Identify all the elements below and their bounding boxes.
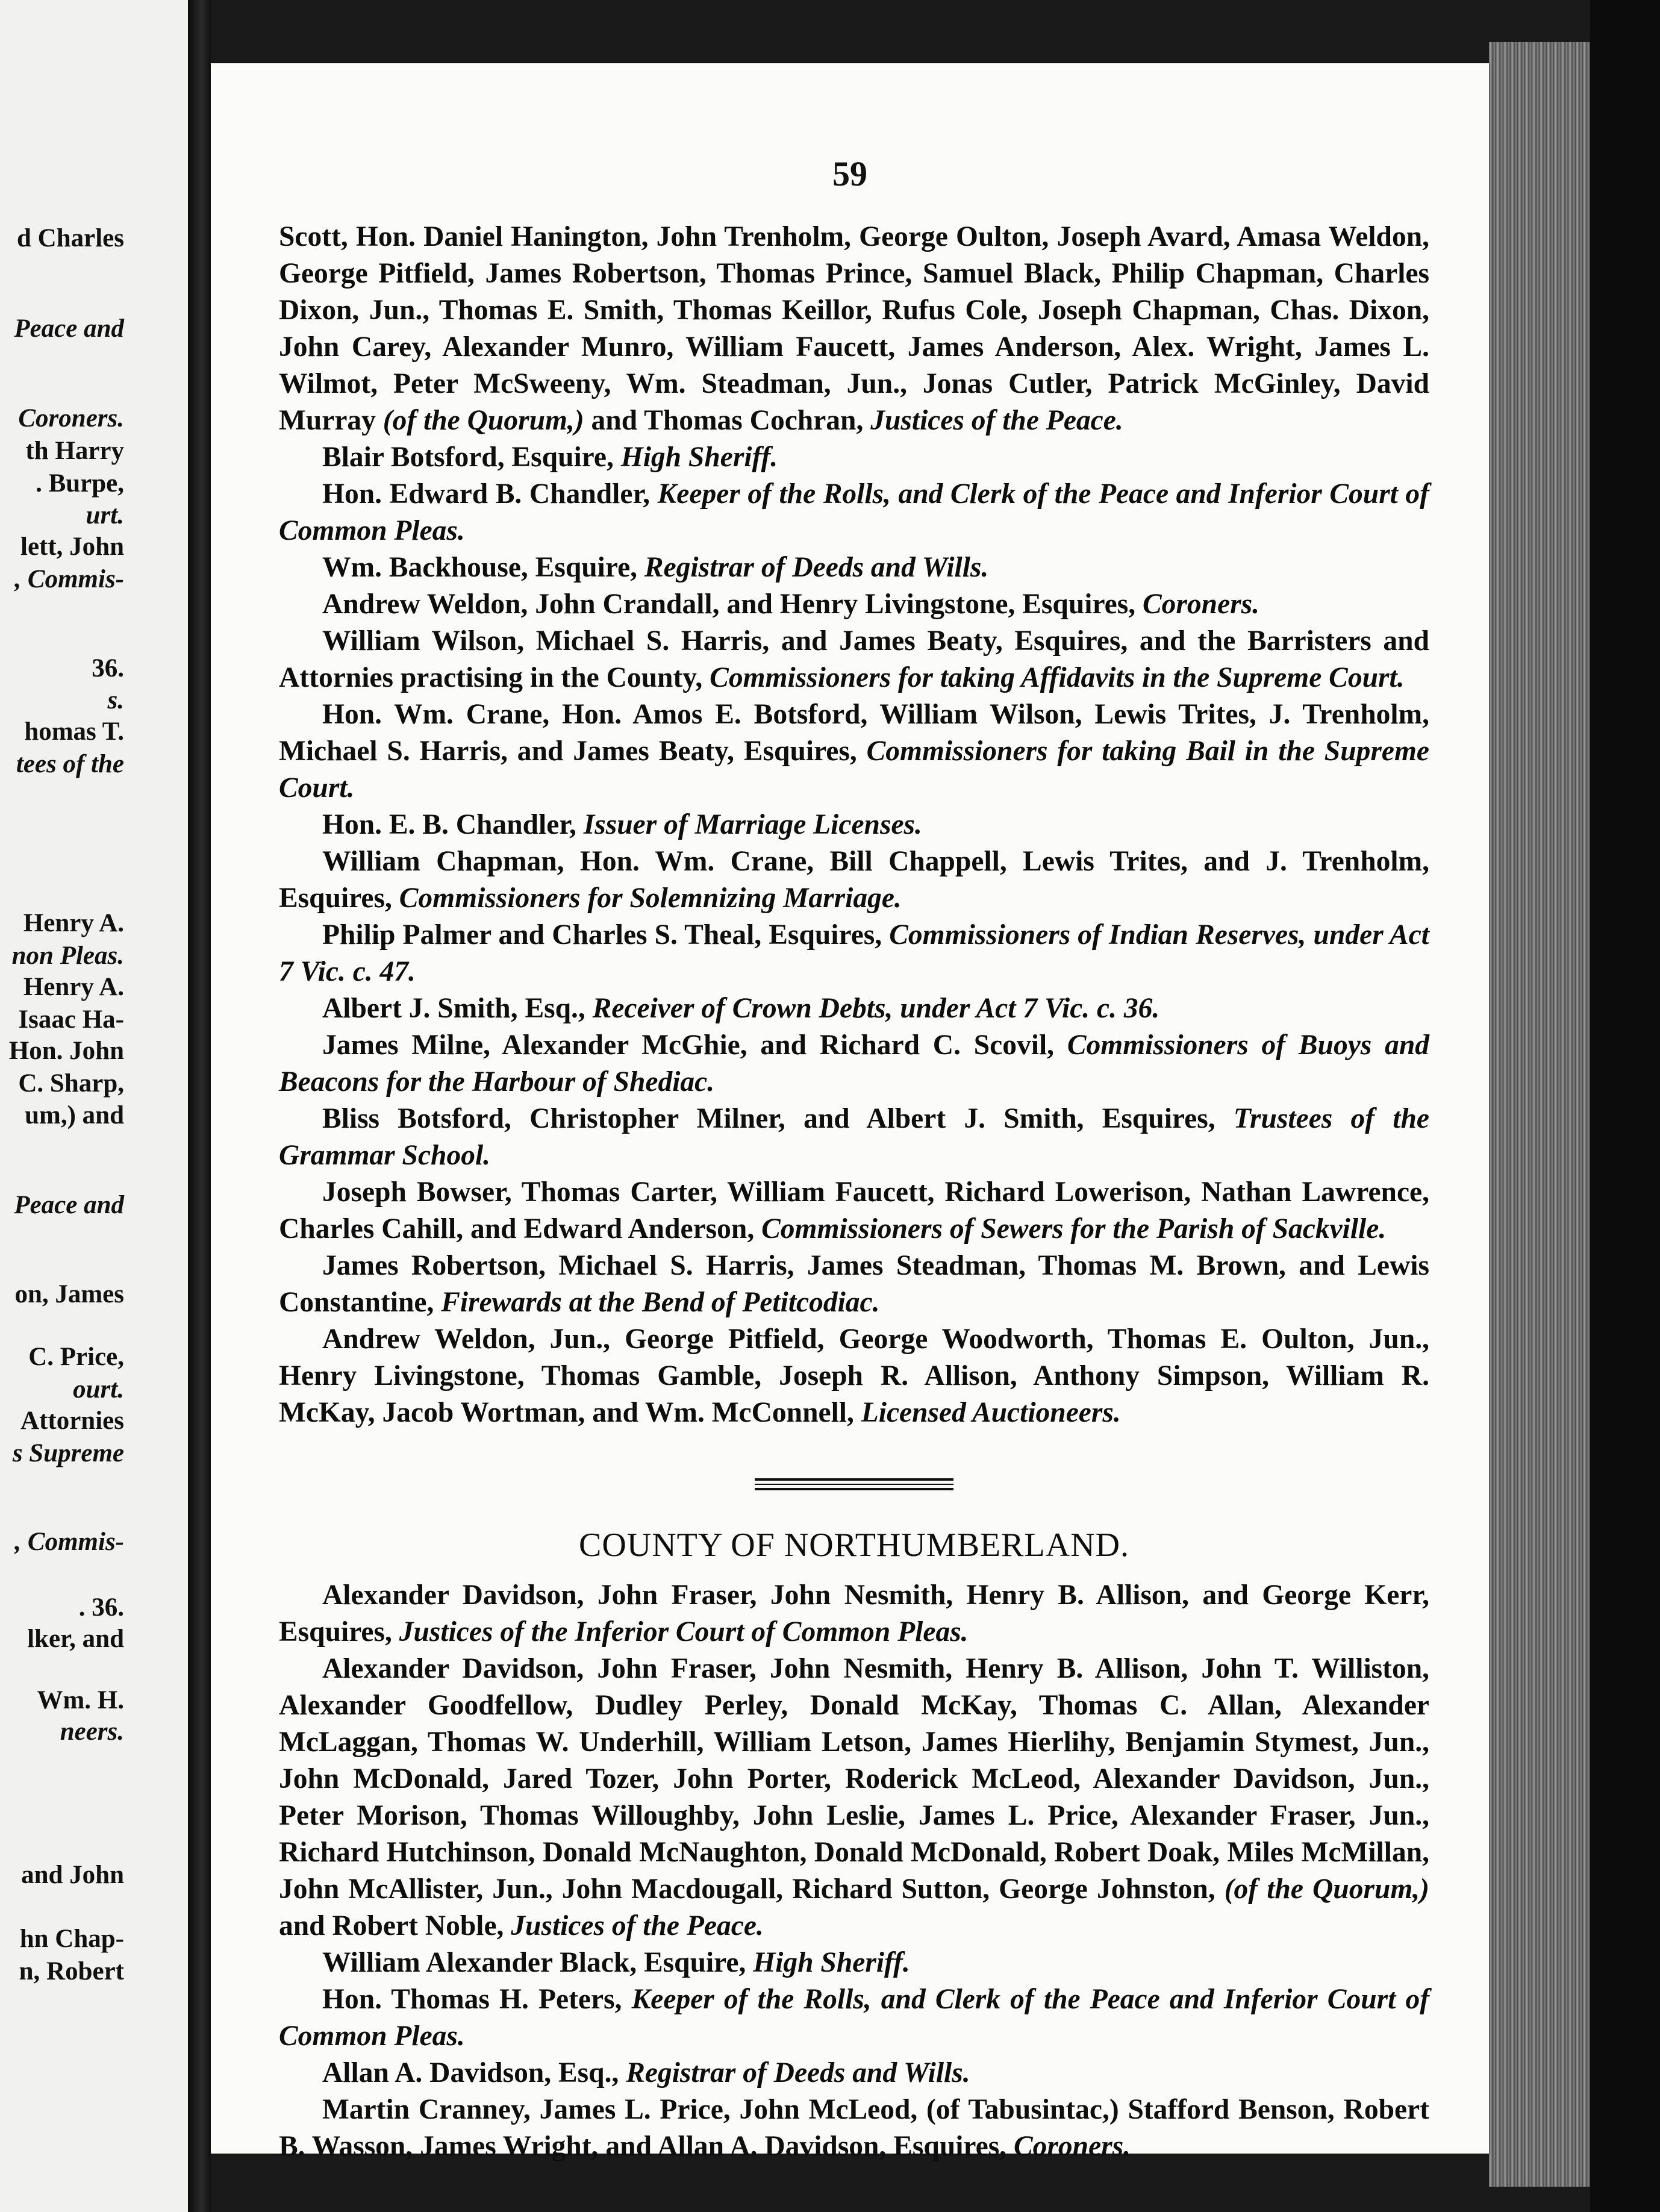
paragraph [279, 1174, 1429, 1248]
left-page-text-fragment: . 36. [78, 1593, 124, 1622]
text-run: William Chapman, Hon. Wm. Crane, Bill Chappell, Lewis Trites, and J. Trenholm, Esquires, [279, 846, 1429, 914]
paragraph [279, 696, 1429, 807]
left-page-text-fragment: homas T. [24, 717, 124, 746]
left-page-text-fragment: n, Robert [19, 1957, 124, 1985]
italic-run: Receiver of Crown Debts, under Act 7 Vic. c. 36. [592, 993, 1160, 1024]
italic-run: Commissioners for taking Affidavits in the Supreme Court. [710, 662, 1405, 693]
text-run: Hon. Edward B. Chandler, [322, 478, 658, 510]
paragraph [279, 2055, 1429, 2092]
left-page-text-fragment: C. Price, [28, 1343, 124, 1371]
left-page-text-fragment: Peace and [14, 1191, 124, 1219]
paragraph [279, 2092, 1429, 2165]
italic-run: Keeper of the Rolls, and Clerk of the Peace and Inferior Court of Common Pleas. [279, 1984, 1430, 2052]
left-page-text-fragment: ourt. [73, 1375, 124, 1404]
section-heading: COUNTY OF NORTHUMBERLAND. [578, 1526, 1130, 1564]
left-page-text-fragment: um,) and [25, 1101, 124, 1129]
paragraph [279, 843, 1429, 917]
left-page-text-fragment: , Commis- [14, 1528, 124, 1556]
left-page-text-fragment: Isaac Ha- [18, 1005, 124, 1034]
italic-run: Coroners. [1013, 2131, 1131, 2162]
paragraph [279, 1577, 1429, 1651]
paragraph [279, 1651, 1429, 1945]
left-page-text-fragment: C. Sharp, [18, 1069, 124, 1098]
book-gutter [188, 0, 211, 2212]
italic-run: Commissioners of Sewers for the Parish of Sackville. [761, 1213, 1387, 1245]
left-page-text-fragment: , Commis- [14, 565, 124, 593]
italic-run: Trustees of the Grammar School. [279, 1103, 1429, 1171]
left-page-text-fragment: Henry A. [23, 909, 124, 937]
left-page-text-fragment: Attornies [20, 1407, 124, 1435]
paragraph [279, 219, 1429, 439]
text-run: Philip Palmer and Charles S. Theal, Esquires, [322, 919, 890, 951]
left-page-text-fragment: s Supreme [12, 1439, 124, 1467]
italic-run: High Sheriff. [620, 442, 778, 473]
italic-run: High Sheriff. [753, 1947, 910, 1978]
book-page [211, 63, 1489, 2162]
text-run: James Milne, Alexander McGhie, and Richard C. Scovil, [322, 1029, 1067, 1061]
paragraph [279, 439, 1429, 476]
text-run: and Thomas Cochran, [584, 405, 871, 436]
italic-run: Commissioners for Solemnizing Marriage. [399, 883, 902, 914]
italic-run: Justices of the Peace. [511, 1910, 764, 1942]
left-page-text-fragment: d Charles [17, 224, 124, 252]
italic-run: Coroners. [1142, 589, 1259, 620]
italic-run: Justices of the Peace. [870, 405, 1123, 436]
italic-run: (of the Quorum,) [1224, 1873, 1430, 1905]
paragraph [279, 1248, 1429, 1321]
paragraph [279, 586, 1429, 623]
left-page-text-fragment: non Pleas. [11, 942, 124, 970]
italic-run: Justices of the Inferior Court of Common Pleas. [399, 1616, 969, 1648]
paragraph [279, 1101, 1429, 1174]
italic-run: Issuer of Marriage Licenses. [583, 809, 922, 840]
left-page-text-fragment: th Harry [25, 437, 124, 465]
italic-run: Commissioners of Indian Reserves, under Act 7 Vic. c. 47. [279, 919, 1429, 987]
italic-run: Commissioners for taking Bail in the Supreme Court. [279, 736, 1429, 804]
text-run: William Alexander Black, Esquire, [322, 1947, 754, 1978]
text-run: Andrew Weldon, Jun., George Pitfield, George Woodworth, Thomas E. Oulton, Jun., Henry Livingstone, Thomas Gamble, Joseph R. Allison, Anthony Simpson, William R. McKay, Jacob Wortman, and Wm. McConnell, [279, 1323, 1429, 1428]
text-run: James Robertson, Michael S. Harris, James Steadman, Thomas M. Brown, and Lewis Constantine, [279, 1250, 1429, 1318]
text-run: Joseph Bowser, Thomas Carter, William Faucett, Richard Lowerison, Nathan Lawrence, Charles Cahill, and Edward Anderson, [279, 1176, 1429, 1245]
paragraph [279, 917, 1429, 990]
page-number: 59 [832, 154, 867, 193]
left-page-text-fragment: Hon. John [8, 1037, 124, 1065]
text-run: Alexander Davidson, John Fraser, John Nesmith, Henry B. Allison, John T. Williston, Alexander Goodfellow, Dudley Perley, Donald McKay, Thomas C. Allan, Alexander McLaggan, Thomas W. Underhill, William Letson, James Hierlihy, Benjamin Stymest, Jun., John McDonald, Jared Tozer, John Porter, Roderick McLeod, Alexander Davidson, Jun., Peter Morison, Thomas Willoughby, John Leslie, James L. Price, Alexander Fraser, Jun., Richard Hutchinson, Donald McNaughton, Donald McDonald, Robert Doak, Miles McMillan, John McAllister, Jun., John Macdougall, Richard Sutton, George Johnston, [279, 1653, 1429, 1905]
text-run: William Wilson, Michael S. Harris, and James Beaty, Esquires, and the Barristers and Attornies practising in the County, [279, 625, 1429, 693]
left-page-text-fragment: Wm. H. [37, 1686, 124, 1714]
left-page-text-fragment: Henry A. [23, 973, 124, 1001]
text-run: Martin Cranney, James L. Price, John McLeod, (of Tabusintac,) Stafford Benson, Robert B. Wasson, James Wright, and Allan A. Davidson, Esquires, [279, 2094, 1429, 2162]
left-page-text-fragment: tees of the [16, 750, 124, 778]
left-page-text-fragment: Peace and [14, 314, 124, 343]
italic-run: Registrar of Deeds and Wills. [644, 552, 989, 583]
left-facing-page [0, 0, 188, 2212]
left-page-text-fragment: s. [107, 686, 124, 714]
paragraph [279, 1321, 1429, 1431]
paragraph [279, 1027, 1429, 1101]
left-page-text-fragment: . Burpe, [36, 469, 124, 498]
text-run: Scott, Hon. Daniel Hanington, John Trenholm, George Oulton, Joseph Avard, Amasa Weldon, George Pitfield, James Robertson, Thomas Prince, Samuel Black, Philip Chapman, Charles Dixon, Jun., Thomas E. Smith, Thomas Keillor, Rufus Cole, Joseph Chapman, Chas. Dixon, John Carey, Alexander Munro, William Faucett, James Anderson, Alex. Wright, James L. Wilmot, Peter McSweeny, Wm. Steadman, Jun., Jonas Cutler, Patrick McGinley, David Murray [279, 221, 1429, 436]
italic-run: Registrar of Deeds and Wills. [626, 2057, 970, 2089]
text-run: Andrew Weldon, John Crandall, and Henry Livingstone, Esquires, [322, 589, 1143, 620]
text-run: and Robert Noble, [279, 1910, 511, 1942]
left-page-text-fragment: and John [21, 1861, 124, 1889]
section-divider [279, 1466, 1429, 1503]
paragraph [279, 1945, 1429, 1981]
left-page-text-fragment: hn Chap- [19, 1925, 124, 1953]
left-page-text-fragment: Coroners. [18, 404, 124, 433]
left-page-text-fragment: neers. [60, 1717, 124, 1746]
left-page-text-fragment: lker, and [27, 1625, 124, 1653]
text-run: Wm. Backhouse, Esquire, [322, 552, 644, 583]
page-body [279, 219, 1429, 2165]
italic-run: Firewards at the Bend of Petitcodiac. [441, 1287, 880, 1318]
left-page-text-fragment: 36. [92, 654, 124, 683]
left-page-text-fragment: lett, John [20, 533, 124, 561]
paragraph [279, 549, 1429, 586]
left-page-text-fragment: on, James [14, 1280, 124, 1308]
text-run: Hon. Thomas H. Peters, [322, 1984, 632, 2015]
text-run: Hon. E. B. Chandler, [322, 809, 584, 840]
italic-run: Licensed Auctioneers. [861, 1397, 1121, 1428]
italic-run: (of the Quorum,) [382, 405, 584, 436]
text-run: Albert J. Smith, Esq., [322, 993, 593, 1024]
italic-run: Keeper of the Rolls, and Clerk of the Peace and Inferior Court of Common Pleas. [279, 478, 1429, 546]
text-run: Bliss Botsford, Christopher Milner, and Albert J. Smith, Esquires, [322, 1103, 1234, 1134]
text-run: Blair Botsford, Esquire, [322, 442, 621, 473]
text-run: Alexander Davidson, John Fraser, John Nesmith, Henry B. Allison, and George Kerr, Esquires, [279, 1579, 1429, 1648]
italic-run: Commissioners of Buoys and Beacons for the Harbour of Shediac. [279, 1029, 1429, 1098]
left-page-text-fragment: urt. [86, 501, 124, 530]
paragraph [279, 1981, 1429, 2055]
paragraph [279, 990, 1429, 1027]
paragraph [279, 807, 1429, 843]
dark-background-edge [1590, 0, 1660, 2212]
paragraph [279, 623, 1429, 696]
text-run: Hon. Wm. Crane, Hon. Amos E. Botsford, William Wilson, Lewis Trites, J. Trenholm, Michael S. Harris, and James Beaty, Esquires, [279, 699, 1429, 767]
text-run: Allan A. Davidson, Esq., [322, 2057, 626, 2089]
paragraph [279, 476, 1429, 549]
